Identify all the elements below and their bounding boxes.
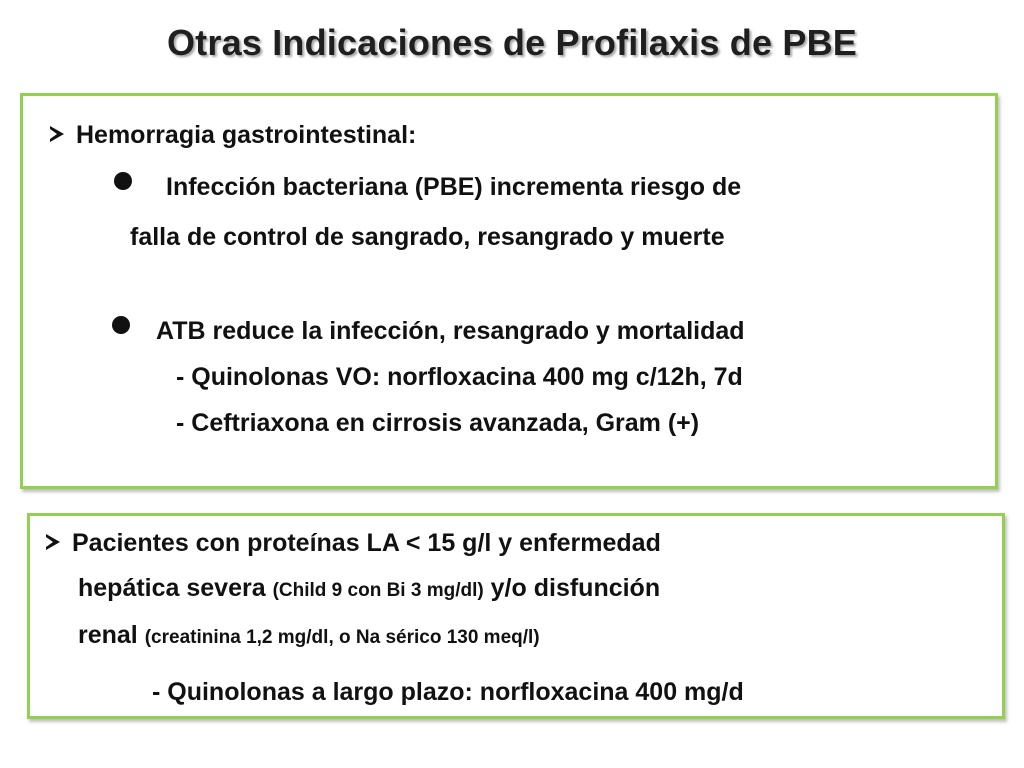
bullet2-line1: ATB reduce la infección, resangrado y mortalidad: [156, 317, 745, 345]
quinolone-line: - Quinolonas VO: norfloxacina 400 mg c/12h, 7d: [176, 363, 743, 391]
long-term-quinolone-line: - Quinolonas a largo plazo: norfloxacina 400 mg/d: [152, 678, 744, 706]
patients-line2: [78, 573, 660, 606]
hemorrhage-heading: [50, 120, 416, 150]
hemorrhage-heading-text: Hemorragia gastrointestinal:: [76, 121, 417, 149]
patients-line1: [46, 528, 661, 558]
patients-line2-end: y/o disfunción: [490, 574, 661, 602]
patients-line1-text: Pacientes con proteínas LA < 15 g/l y enfermedad: [72, 529, 661, 557]
patients-line3: [78, 620, 540, 653]
ceftriaxone-line: - Ceftriaxona en cirrosis avanzada, Gram (+): [176, 409, 700, 437]
patients-line2-main: hepática severa: [78, 574, 266, 602]
bullet1-line1: Infección bacteriana (PBE) incrementa riesgo de: [166, 173, 742, 201]
bullet1-line2: falla de control de sangrado, resangrado y muerte: [130, 223, 725, 251]
page-title: Otras Indicaciones de Profilaxis de PBE: [166, 22, 858, 63]
dot-bullet-icon: [112, 316, 130, 334]
arrow-bullet-icon: [50, 126, 64, 142]
arrow-bullet-icon: [46, 534, 60, 550]
patients-line2-small: (Child 9 con Bi 3 mg/dl): [272, 580, 484, 601]
dot-bullet-icon: [114, 172, 132, 190]
patients-line3-small: (creatinina 1,2 mg/dl, o Na sérico 130 meq/l): [144, 627, 540, 648]
patients-line3-main: renal: [78, 621, 138, 649]
